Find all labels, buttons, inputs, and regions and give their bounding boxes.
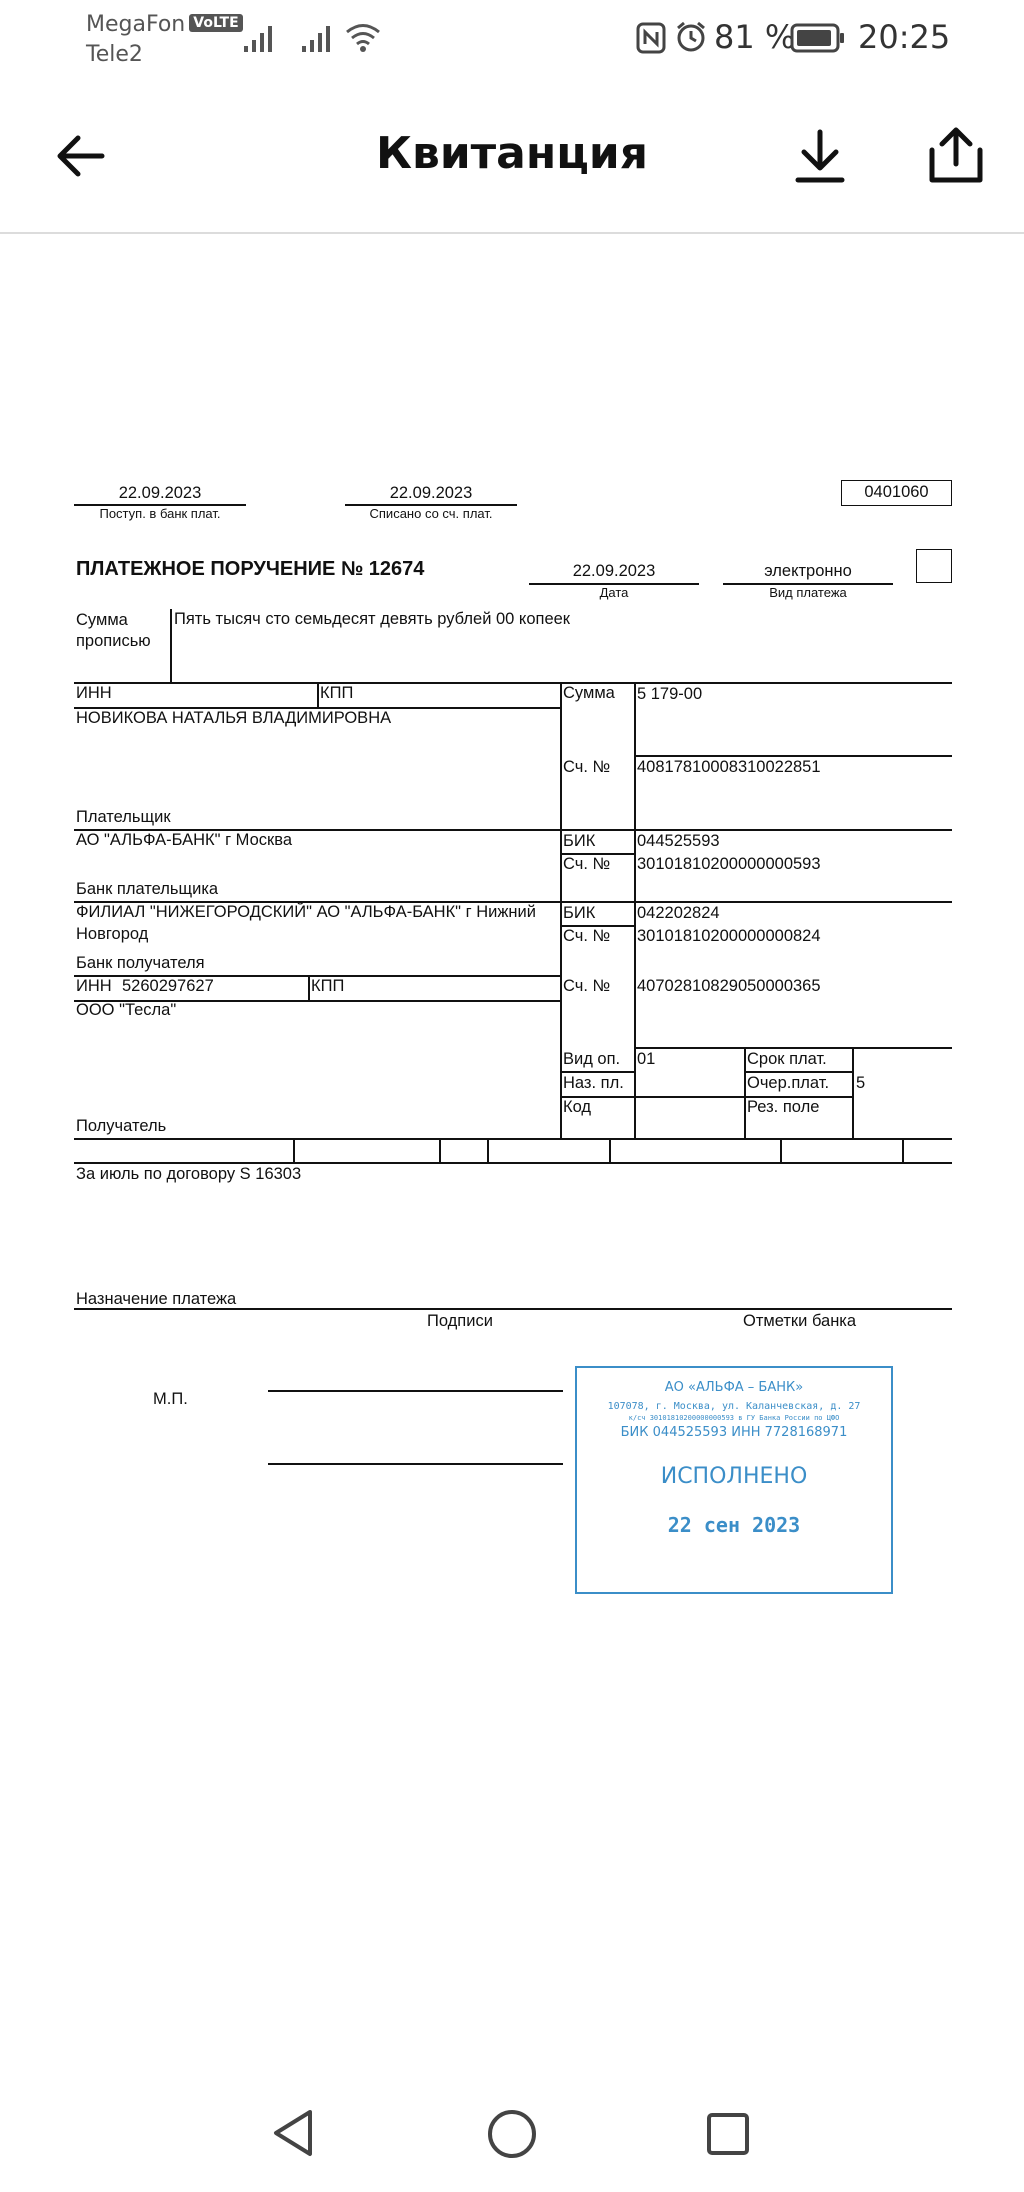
clock: 20:25 [858,18,951,56]
recipient-account: 40702810829050000365 [637,977,821,995]
bank-marks-label: Отметки банка [743,1312,857,1330]
payment-type-label: Вид платежа [769,585,847,600]
document-date: 22.09.2023 [572,562,656,580]
battery-icon [790,22,846,54]
reserve-label: Рез. поле [747,1098,820,1116]
recipient-bank-label: Банк получателя [76,954,205,972]
bank-stamp [575,1366,893,1594]
sum-value: 5 179-00 [637,685,703,703]
amount-words-label-line2: прописью [76,632,151,650]
grid-line [74,1162,952,1164]
signatures-label: Подписи [427,1312,493,1330]
nfc-icon [636,22,666,54]
share-icon[interactable] [926,124,986,186]
document-title: ПЛАТЕЖНОЕ ПОРУЧЕНИЕ № 12674 [76,558,425,580]
date-debited-label: Списано со сч. плат. [369,506,493,521]
grid-line [744,1047,746,1138]
sum-label: Сумма [563,684,615,702]
grid-line [634,682,636,1138]
carrier-1 [86,12,243,37]
recipient-bik-label: БИК [563,904,596,922]
grid-line [487,1138,489,1162]
grid-line [308,975,310,1000]
stamp-bik-inn: БИК 044525593 ИНН 7728168971 [620,1425,848,1440]
op-type-label: Вид оп. [563,1050,621,1068]
volte-badge: VoLTE [189,14,242,32]
term-label: Срок плат. [747,1050,827,1068]
stamp-bank: АО «АЛЬФА – БАНК» [664,1380,804,1395]
grid-line [634,755,952,757]
grid-line [634,1047,952,1049]
payer-label: Плательщик [76,808,171,826]
payer-bank-label: Банк плательщика [76,880,219,898]
payer-name: НОВИКОВА НАТАЛЬЯ ВЛАДИМИРОВНА [76,709,392,727]
payer-bik-label: БИК [563,832,596,850]
priority-label: Очер.плат. [747,1074,830,1092]
purpose-code-label: Наз. пл. [563,1074,624,1092]
grid-line [560,1071,634,1073]
recipient-bank-line2: Новгород [76,925,149,943]
grid-line [744,1071,852,1073]
stamp-status: ИСПОЛНЕНО [660,1464,808,1489]
stamp-date: 22 сен 2023 [667,1513,801,1537]
recipient-bank-line1: ФИЛИАЛ "НИЖЕГОРОДСКИЙ" АО "АЛЬФА-БАНК" г Нижний [76,903,536,921]
grid-line [852,1047,854,1138]
page-title: Квитанция [376,128,648,179]
op-type: 01 [637,1050,656,1068]
nav-home-icon[interactable] [486,2108,538,2160]
grid-line [439,1138,441,1162]
signature-line-1 [268,1390,563,1392]
date-received: 22.09.2023 [118,484,202,502]
payer-account-label: Сч. № [563,758,611,776]
amount-words-label-line1: Сумма [76,611,128,629]
grid-line [780,1138,782,1162]
grid-line [74,1138,952,1140]
payer-bank-corr: 30101810200000000593 [637,855,821,873]
amount-words: Пять тысяч сто семьдесят девять рублей 00 копеек [174,610,571,628]
amount-words-label [76,610,151,652]
payer-bik: 044525593 [637,832,720,850]
nav-recents-icon[interactable] [706,2112,752,2158]
code-label: Код [563,1098,592,1116]
grid-line [293,1138,295,1162]
stamp-corr: к/сч 30101810200000000593 в ГУ Банка России по ЦФО [628,1414,840,1422]
carrier-1-name: MegaFon [86,12,186,37]
purpose-label: Назначение платежа [76,1290,237,1308]
document-date-label: Дата [599,585,629,600]
payment-type: электронно [764,562,852,580]
signal-2-icon [300,22,332,54]
purpose: За июль по договору S 16303 [76,1165,302,1183]
grid-line [74,682,952,684]
recipient-inn: 5260297627 [122,977,214,995]
recipient-bank-corr: 30101810200000000824 [637,927,821,945]
checkbox-square [916,549,952,583]
app-bar-divider [0,232,1024,234]
form-code: 0401060 [841,480,952,506]
nav-back-icon[interactable] [268,2108,318,2158]
priority: 5 [856,1074,866,1092]
grid-line [902,1138,904,1162]
signal-icon [242,22,274,54]
date-received-label: Поступ. в банк плат. [99,506,221,521]
grid-line [609,1138,611,1162]
payer-account: 40817810008310022851 [637,758,821,776]
recipient-kpp-label: КПП [311,977,345,995]
recipient-name: ООО "Тесла" [76,1001,177,1019]
recipient-inn-label: ИНН [76,977,112,995]
amount-words-divider [170,609,172,683]
date-debited: 22.09.2023 [389,484,473,502]
recipient-bank-corr-label: Сч. № [563,927,611,945]
recipient-bik: 042202824 [637,904,720,922]
mp-label: М.П. [153,1390,188,1408]
recipient-account-label: Сч. № [563,977,611,995]
signature-line-2 [268,1463,563,1465]
grid-line [560,682,562,1138]
kpp-label: КПП [320,684,354,702]
payer-bank: АО "АЛЬФА-БАНК" г Москва [76,831,292,849]
alarm-icon [674,20,708,54]
payer-bank-corr-label: Сч. № [563,855,611,873]
carrier-2: Tele2 [86,42,143,67]
grid-line [317,682,319,707]
recipient-label: Получатель [76,1117,167,1135]
wifi-icon [344,22,382,54]
download-icon[interactable] [794,128,846,184]
stamp-address: 107078, г. Москва, ул. Каланчевская, д. 27 [607,1401,861,1412]
inn-label: ИНН [76,684,112,702]
battery-percent: 81 % [714,18,796,56]
